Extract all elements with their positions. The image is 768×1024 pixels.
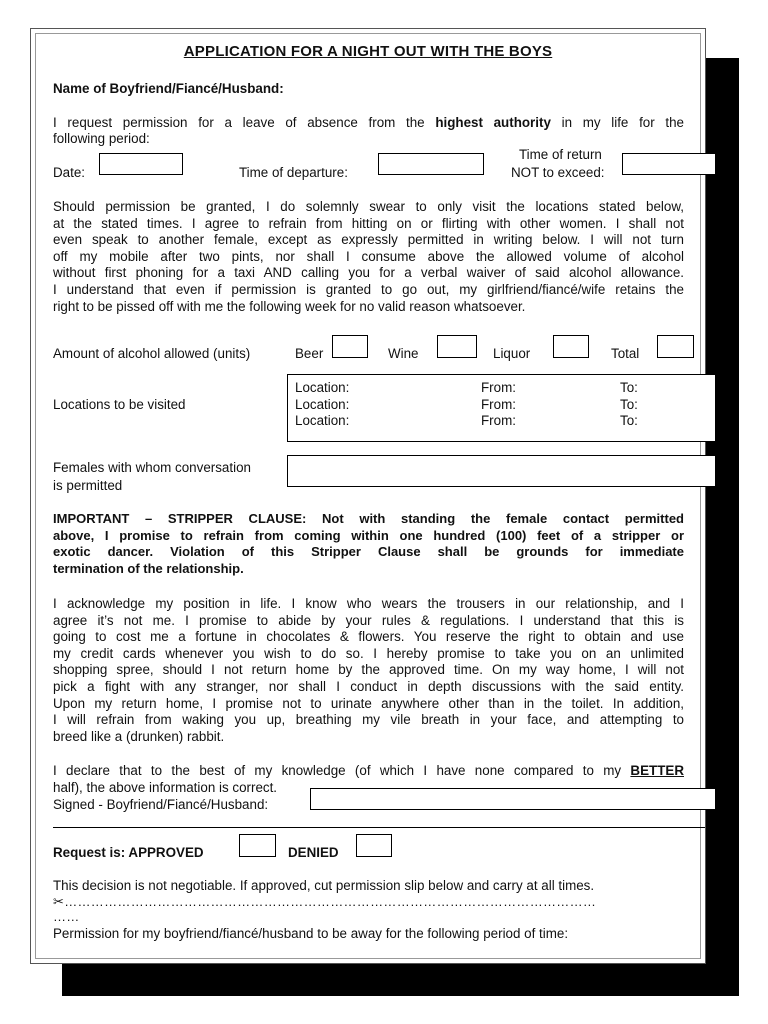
declare-line-1 <box>53 763 684 780</box>
to-label: To: <box>620 397 638 412</box>
cut-dots: ………………………………………………………………………………………………………… <box>64 894 597 909</box>
oath-line: at the stated times. I agree to refrain from hitting on or flirting with other women. I shall not <box>53 215 684 231</box>
total-label: Total <box>611 346 640 361</box>
acknowledge-line: shopping spree, should I not return home by the approved time. On my way home, I will not <box>53 662 684 678</box>
wine-units-field[interactable] <box>437 335 477 358</box>
approved-checkbox[interactable] <box>239 834 276 857</box>
better-text: BETTER <box>630 763 684 778</box>
oath-line: I understand that even if permission is granted to go out, my girlfriend/fiancé/wife retains the <box>53 281 684 297</box>
signature-field[interactable] <box>310 788 716 810</box>
oath-line: even speak to another female, except as expressly permitted in writing below. I will not turn <box>53 232 684 248</box>
acknowledge-line: going to cost me a fortune in chocolates & flowers. You reserve the right to obtain and use <box>53 629 684 645</box>
request-line-1 <box>53 115 684 132</box>
acknowledge-line: pick a fight with any stranger, nor shall I conduct in depth discussions with the said entity. <box>53 678 684 694</box>
beer-units-field[interactable] <box>332 335 368 358</box>
departure-label: Time of departure: <box>239 165 348 180</box>
liquor-units-field[interactable] <box>553 335 589 358</box>
signed-label: Signed - Boyfriend/Fiancé/Husband: <box>53 797 269 812</box>
location-row <box>295 397 349 414</box>
location-row <box>295 380 349 397</box>
divider <box>53 827 705 828</box>
acknowledge-line: breed like a (drunken) rabbit. <box>53 728 225 744</box>
request-text-pre: I request permission for a leave of absence from the <box>53 115 425 130</box>
locations-label: Locations to be visited <box>53 397 186 412</box>
stripper-line: exotic dancer. Violation of this Stripper Clause shall be grounds for immediate <box>53 544 684 560</box>
females-label-2: is permitted <box>53 478 123 493</box>
from-label: From: <box>481 397 516 412</box>
liquor-label: Liquor <box>493 346 531 361</box>
alcohol-label: Amount of alcohol allowed (units) <box>53 346 251 361</box>
date-label: Date: <box>53 165 86 180</box>
stripper-clause <box>53 511 684 577</box>
declare-text: I declare that to the best of my knowledge (of which I have none compared to my <box>53 763 622 778</box>
date-field[interactable] <box>99 153 183 175</box>
scissors-icon: ✂ <box>53 894 65 909</box>
return-label-1: Time of return <box>519 147 602 162</box>
beer-label: Beer <box>295 346 324 361</box>
stripper-line: IMPORTANT – STRIPPER CLAUSE: Not with standing the female contact permitted <box>53 511 684 526</box>
females-permitted-field[interactable] <box>287 455 716 487</box>
from-label: From: <box>481 413 516 428</box>
oath-line: Should permission be granted, I do solemnly swear to only visit the locations stated below, <box>53 199 684 214</box>
to-label: To: <box>620 380 638 395</box>
cut-line <box>53 894 596 911</box>
form-title: APPLICATION FOR A NIGHT OUT WITH THE BOYS <box>183 43 553 60</box>
acknowledge-line: Upon my return home, I promise not to urinate anywhere other than in the toilet. In addition, <box>53 695 684 711</box>
decision-note: This decision is not negotiable. If approved, cut permission slip below and carry at all times. <box>53 878 595 893</box>
return-time-field[interactable] <box>622 153 716 175</box>
declare-line-2: half), the above information is correct. <box>53 780 278 795</box>
permission-text: Permission for my boyfriend/fiancé/husband to be away for the following period of time: <box>53 926 569 941</box>
females-label-1: Females with whom conversation <box>53 460 251 475</box>
application-form <box>30 28 706 964</box>
oath-line: off my mobile after two pints, nor shall I consume above the allowed volume of alcohol <box>53 248 684 264</box>
total-units-field[interactable] <box>657 335 694 358</box>
highest-authority-text: highest authority <box>435 115 551 130</box>
denied-checkbox[interactable] <box>356 834 392 857</box>
acknowledge-line: my credit cards whenever you wish to do so. I hereby promise to take you on an unlimited <box>53 645 684 661</box>
request-line-2: following period: <box>53 131 150 146</box>
acknowledge-paragraph <box>53 596 684 745</box>
cut-line-continuation: …… <box>53 909 80 924</box>
return-label-2: NOT to exceed: <box>511 165 605 180</box>
location-row <box>295 413 349 430</box>
wine-label: Wine <box>388 346 419 361</box>
request-text-post: in my life for the <box>561 115 684 130</box>
stripper-line: above, I promise to refrain from coming within one hundred (100) feet of a stripper or <box>53 527 684 543</box>
name-label: Name of Boyfriend/Fiancé/Husband: <box>53 81 284 96</box>
oath-paragraph <box>53 199 684 315</box>
approved-label: Request is: APPROVED <box>53 845 204 860</box>
location-label: Location: <box>295 397 350 412</box>
location-label: Location: <box>295 413 350 428</box>
acknowledge-line: agree it’s not me. I promise to abide by your rules & regulations. I understand that this is <box>53 612 684 628</box>
acknowledge-line: I acknowledge my position in life. I know who wears the trousers in our relationship, and I <box>53 596 684 611</box>
to-label: To: <box>620 413 638 428</box>
denied-label: DENIED <box>288 845 339 860</box>
acknowledge-line: I will refrain from waking you up, breathing my vile breath in your face, and attempting to <box>53 712 684 728</box>
stripper-line: termination of the relationship. <box>53 560 244 576</box>
from-label: From: <box>481 380 516 395</box>
departure-time-field[interactable] <box>378 153 484 175</box>
oath-line: without first phoning for a taxi AND calling you for a verbal waiver of said alcohol allowance. <box>53 265 684 281</box>
oath-line: right to be pissed off with me the following week for no valid reason whatsoever. <box>53 298 526 314</box>
location-label: Location: <box>295 380 350 395</box>
